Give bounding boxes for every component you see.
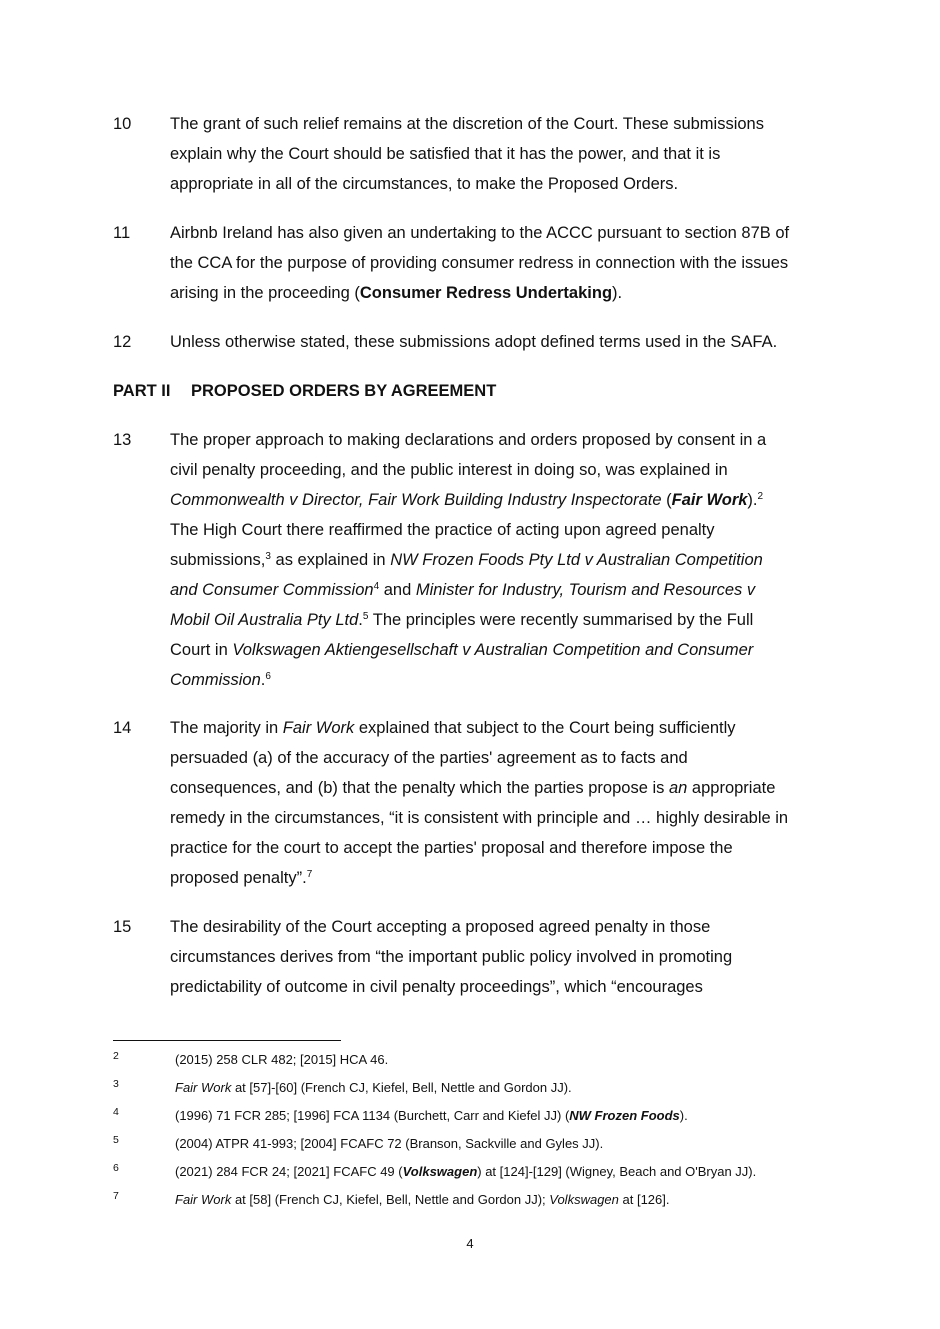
text-run: civil penalty proceeding, and the public interest in doing so, was explained in [170, 461, 728, 479]
text-line [170, 575, 755, 605]
bold-text: Volkswagen [402, 1164, 478, 1179]
footnote-text [175, 1190, 669, 1210]
text-line [170, 942, 732, 972]
paragraph-number: 11 [113, 224, 131, 242]
text-run: remedy in the circumstances, “it is consistent with principle and … highly desirable in [170, 809, 789, 827]
footnote-reference: 7 [306, 869, 313, 880]
text-run: ). [747, 491, 758, 509]
text-run: The desirability of the Court accepting a proposed agreed penalty in those [170, 918, 711, 936]
text-run: . [358, 611, 363, 629]
text-run: proposed penalty”. [170, 869, 307, 887]
text-run: (2015) 258 CLR 482; [2015] HCA 46. [175, 1052, 389, 1067]
italic-text: and Consumer Commission [170, 581, 374, 599]
text-run: predictability of outcome in civil penalty proceedings”, which “encourages [170, 978, 703, 996]
section-heading [113, 376, 496, 406]
paragraph-number: 13 [113, 431, 132, 449]
text-line [170, 912, 710, 942]
text-run: appropriate [687, 779, 776, 797]
text-line [170, 515, 715, 545]
text-run: The grant of such relief remains at the discretion of the Court. These submissions [170, 115, 764, 133]
text-run: circumstances derives from “the important public policy involved in promoting [170, 948, 733, 966]
text-run: The principles were recently summarised by the Full [368, 611, 754, 629]
paragraph-number: 12 [113, 333, 132, 351]
text-line [170, 278, 622, 308]
text-line [170, 833, 733, 863]
text-run: practice for the court to accept the parties' proposal and therefore impose the [170, 839, 733, 857]
text-run: explain why the Court should be satisfied that it has the power, and that it is [170, 145, 721, 163]
text-run: the CCA for the purpose of providing consumer redress in connection with the issues [170, 254, 789, 272]
text-run: Court in [170, 641, 233, 659]
paragraph-number: 14 [113, 719, 132, 737]
footnote-separator [113, 1040, 341, 1041]
text-run: consequences, and (b) that the penalty which the parties propose is [170, 779, 669, 797]
text-run: (2021) 284 FCR 24; [2021] FCAFC 49 ( [175, 1164, 403, 1179]
italic-text: Fair Work [282, 719, 355, 737]
text-run: ( [661, 491, 672, 509]
text-line [170, 169, 678, 199]
text-run: at [126]. [618, 1192, 670, 1207]
footnote-text [175, 1106, 688, 1126]
bold-text: NW Frozen Foods [569, 1108, 680, 1123]
italic-text: Fair Work [175, 1080, 232, 1095]
text-run: appropriate in all of the circumstances, to make the Proposed Orders. [170, 175, 679, 193]
footnote-text [175, 1134, 603, 1154]
footnote-number: 6 [113, 1162, 119, 1174]
text-line [170, 109, 764, 139]
text-run: ). [679, 1108, 688, 1123]
text-run: at [57]-[60] (French CJ, Kiefel, Bell, Nettle and Gordon JJ). [231, 1080, 572, 1095]
footnote-number: 2 [113, 1050, 119, 1062]
text-run: The High Court there reaffirmed the practice of acting upon agreed penalty [170, 521, 715, 539]
footnote-text [175, 1162, 756, 1182]
italic-text: an [668, 779, 688, 797]
text-run: (2004) ATPR 41-993; [2004] FCAFC 72 (Branson, Sackville and Gyles JJ). [175, 1136, 604, 1151]
text-run: The majority in [170, 719, 283, 737]
text-run: explained that subject to the Court being sufficiently [354, 719, 736, 737]
text-run: . [260, 671, 266, 689]
text-line [170, 218, 789, 248]
text-line [170, 248, 788, 278]
text-run: submissions, [170, 551, 266, 569]
page-number: 4 [466, 1236, 474, 1251]
text-line [170, 485, 763, 515]
footnote-reference: 4 [373, 581, 380, 592]
footnote-reference: 6 [265, 671, 271, 682]
footnote-reference: 3 [265, 551, 271, 562]
italic-text: Commission [170, 671, 261, 689]
text-run: as explained in [270, 551, 391, 569]
text-run: The proper approach to making declarations and orders proposed by consent in a [170, 431, 767, 449]
text-line [170, 713, 736, 743]
text-line [170, 425, 766, 455]
text-line [170, 635, 753, 665]
footnote-text [175, 1050, 388, 1070]
text-run: (1996) 71 FCR 285; [1996] FCA 1134 (Burchett, Carr and Kiefel JJ) ( [175, 1108, 570, 1123]
text-run: ) at [124]-[129] (Wigney, Beach and O'Bryan JJ). [477, 1164, 757, 1179]
bold-text: Fair Work [671, 491, 748, 509]
text-line [170, 139, 720, 169]
heading-part-label: PART II [113, 382, 171, 400]
text-line [170, 743, 688, 773]
footnote-number: 3 [113, 1078, 119, 1090]
text-line [170, 545, 763, 575]
footnote-number: 4 [113, 1106, 119, 1118]
text-line [170, 803, 788, 833]
text-run: Unless otherwise stated, these submissions adopt defined terms used in the SAFA. [170, 333, 778, 351]
text-run: and [379, 581, 416, 599]
footnote-number: 7 [113, 1190, 119, 1202]
text-run: ). [612, 284, 623, 302]
italic-text: Minister for Industry, Tourism and Resources v [415, 581, 756, 599]
italic-text: Mobil Oil Australia Pty Ltd [170, 611, 359, 629]
text-run: persuaded (a) of the accuracy of the parties' agreement as to facts and [170, 749, 688, 767]
footnote-number: 5 [113, 1134, 119, 1146]
text-line [170, 605, 753, 635]
paragraph-number: 10 [113, 115, 132, 133]
italic-text: Volkswagen [549, 1192, 619, 1207]
italic-text: Volkswagen Aktiengesellschaft v Australian Competition and Consumer [232, 641, 754, 659]
text-run: at [58] (French CJ, Kiefel, Bell, Nettle and Gordon JJ); [231, 1192, 550, 1207]
footnote-reference: 5 [362, 611, 369, 622]
paragraph-number: 15 [113, 918, 132, 936]
text-line [170, 773, 775, 803]
bold-text: Consumer Redress Undertaking [359, 284, 613, 302]
italic-text: Fair Work [175, 1192, 232, 1207]
footnote-text [175, 1078, 572, 1098]
text-run: arising in the proceeding ( [170, 284, 360, 302]
text-line [170, 455, 728, 485]
italic-text: Commonwealth v Director, Fair Work Building Industry Inspectorate [170, 491, 662, 509]
text-line [170, 863, 312, 893]
heading-title: PROPOSED ORDERS BY AGREEMENT [191, 382, 497, 400]
text-line [170, 327, 777, 357]
text-line [170, 972, 703, 1002]
italic-text: NW Frozen Foods Pty Ltd v Australian Competition [390, 551, 763, 569]
text-line [170, 665, 271, 695]
footnote-reference: 2 [757, 491, 764, 502]
text-run: Airbnb Ireland has also given an undertaking to the ACCC pursuant to section 87B of [170, 224, 790, 242]
